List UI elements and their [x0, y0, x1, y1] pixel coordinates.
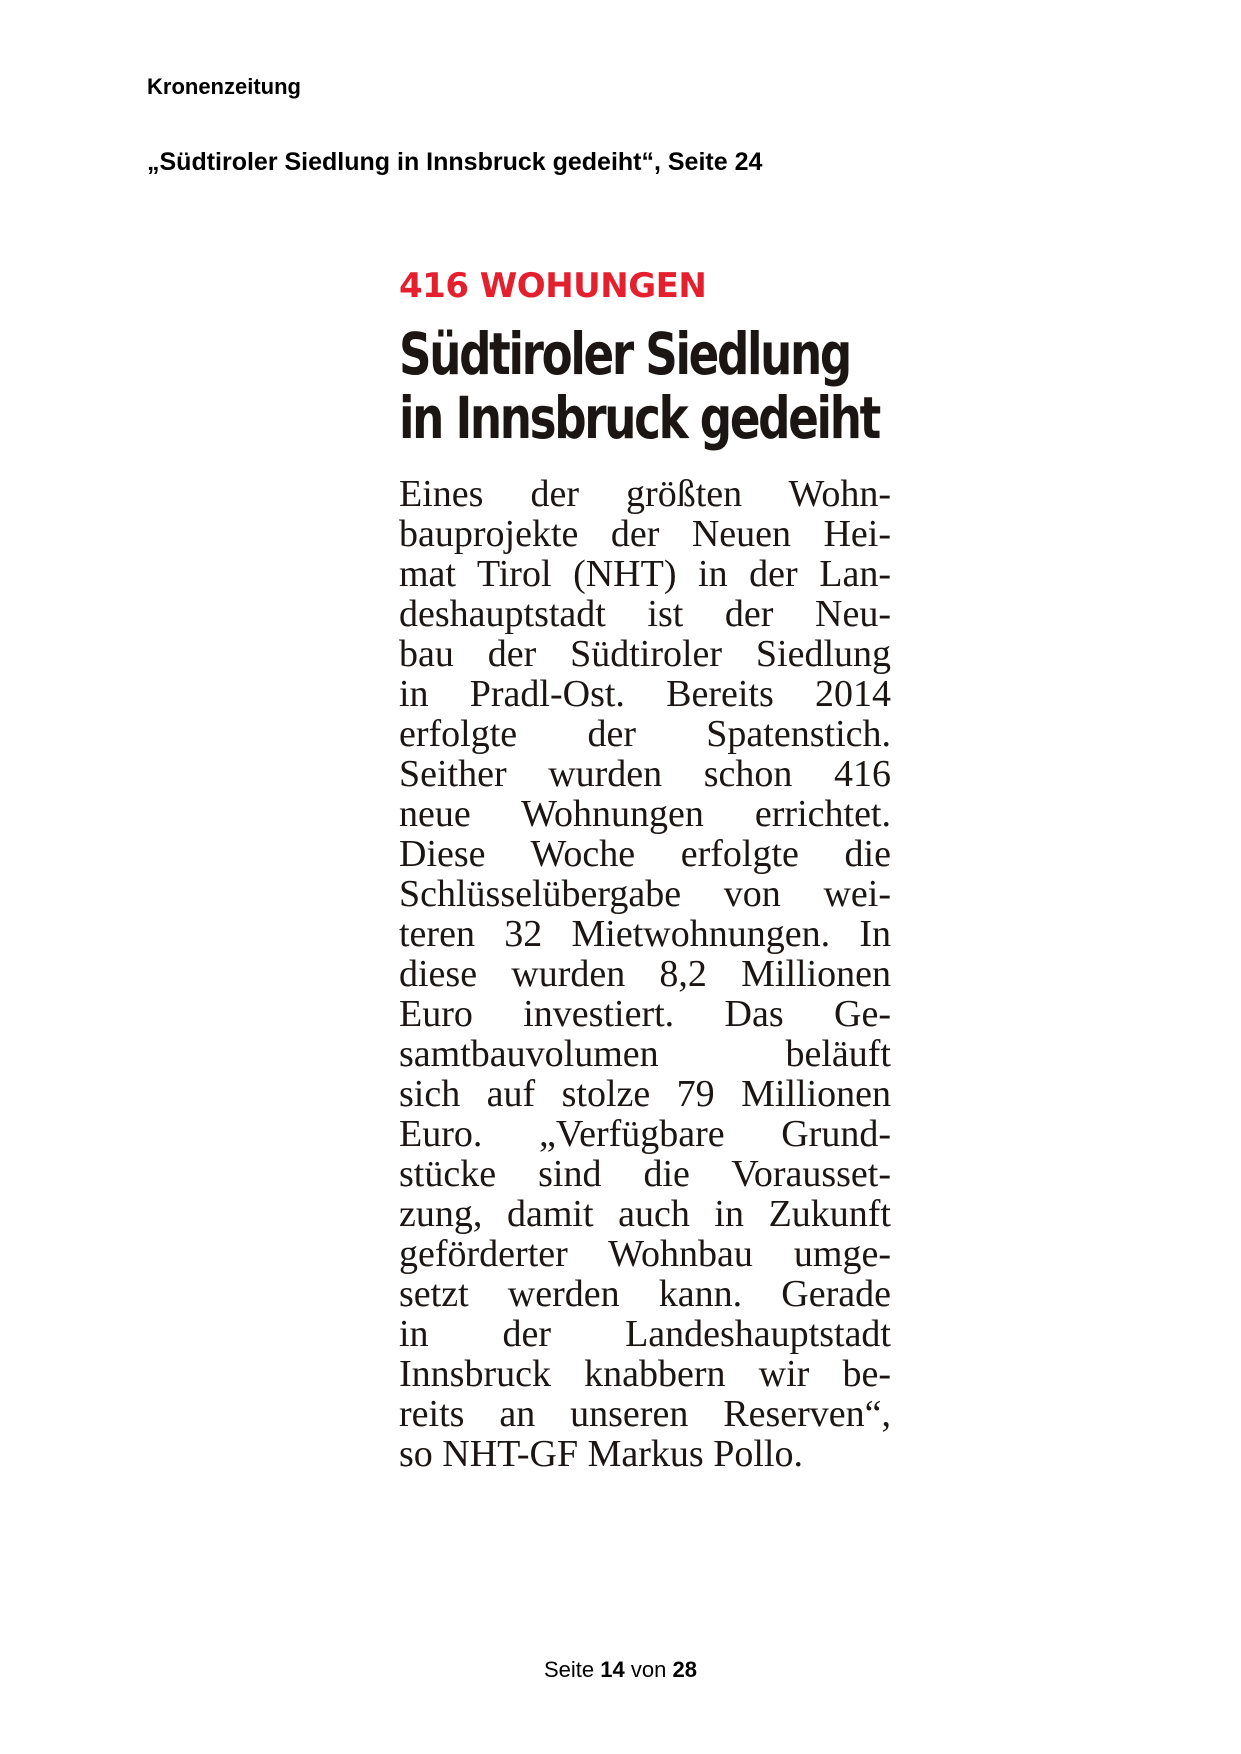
body-line: teren 32 Mietwohnungen. In [399, 913, 891, 955]
article-clipping [399, 262, 891, 1474]
body-line: Eines der größten Wohn- [399, 473, 891, 515]
source-name: Kronenzeitung [147, 74, 301, 99]
page-footer [0, 1657, 1241, 1683]
body-line: deshauptstadt ist der Neu- [399, 593, 891, 635]
body-line: Euro investiert. Das Ge- [399, 993, 891, 1035]
document-title: „Südtiroler Siedlung in Innsbruck gedeiht“, Seite 24 [147, 148, 763, 176]
current-page-number: 14 [600, 1657, 625, 1682]
body-line: in der Landeshauptstadt [399, 1313, 891, 1355]
body-line: Diese Woche erfolgte die [399, 833, 891, 875]
body-line: Innsbruck knabbern wir be- [399, 1353, 891, 1395]
body-line: in Pradl-Ost. Bereits 2014 [399, 673, 891, 715]
body-line: so NHT-GF Markus Pollo. [399, 1433, 803, 1475]
body-line: geförderter Wohnbau umge- [399, 1233, 891, 1275]
body-line: mat Tirol (NHT) in der Lan- [399, 553, 891, 595]
body-line: bau der Südtiroler Siedlung [399, 633, 891, 675]
total-page-count: 28 [672, 1657, 697, 1682]
body-line: samtbauvolumen beläuft [399, 1033, 891, 1075]
article-headline [399, 320, 879, 452]
footer-separator: von [630, 1657, 667, 1682]
body-line: setzt werden kann. Gerade [399, 1273, 891, 1315]
headline-line: Südtiroler Siedlung [399, 320, 850, 388]
article-kicker: 416 WOHUNGEN [399, 266, 707, 306]
footer-prefix: Seite [544, 1657, 595, 1682]
body-line: Schlüsselübergabe von wei- [399, 873, 891, 915]
body-line: neue Wohnungen errichtet. [399, 793, 891, 835]
body-line: zung, damit auch in Zukunft [399, 1193, 891, 1235]
article-body [399, 474, 891, 1474]
body-line: stücke sind die Vorausset- [399, 1153, 891, 1195]
body-line: Seither wurden schon 416 [399, 753, 891, 795]
body-line: diese wurden 8,2 Millionen [399, 953, 891, 995]
body-line: Euro. „Verfügbare Grund- [399, 1113, 891, 1155]
body-line: sich auf stolze 79 Millionen [399, 1073, 891, 1115]
headline-line: in Innsbruck gedeiht [399, 384, 879, 452]
body-line: reits an unseren Reserven“, [399, 1393, 891, 1435]
body-line: erfolgte der Spatenstich. [399, 713, 891, 755]
body-line: bauprojekte der Neuen Hei- [399, 513, 891, 555]
